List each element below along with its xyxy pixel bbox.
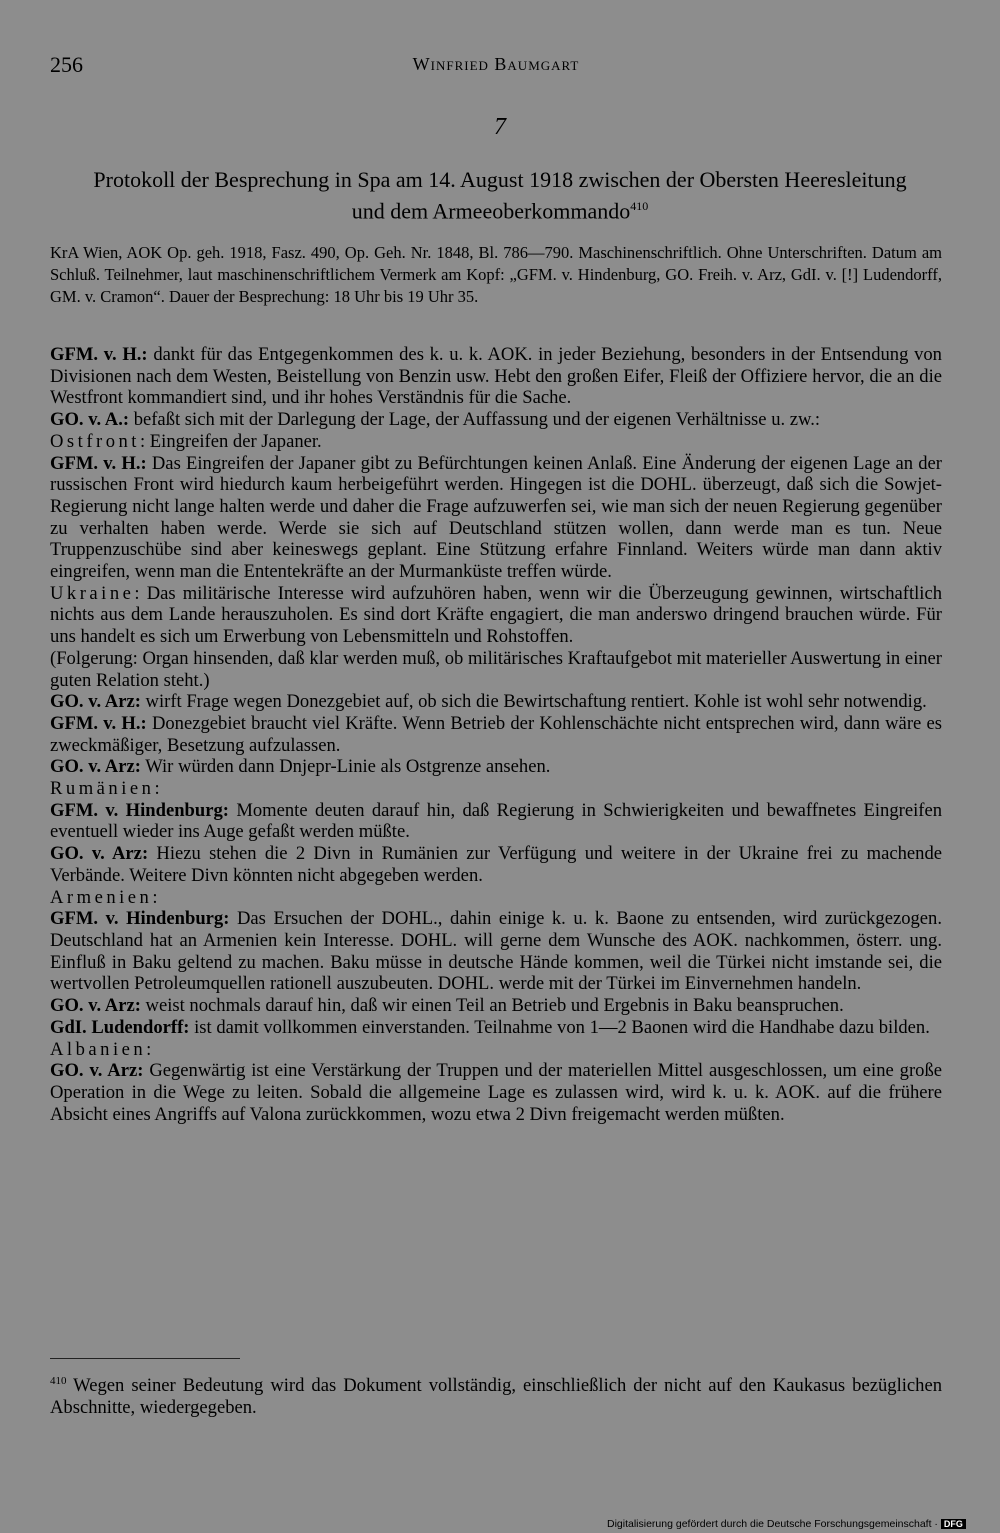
protocol-paragraph <box>50 800 942 843</box>
page-number: 256 <box>50 52 83 77</box>
digitization-credit <box>607 1518 997 1532</box>
protocol-paragraph <box>50 843 942 886</box>
section-heading: Ukraine <box>50 582 135 604</box>
paragraph-text: Das Eingreifen der Japaner gibt zu Befürchtungen keinen Anlaß. Eine Änderung der eigenen Lage an der russischen Front wird hiedurch kaum herbeigeführt werden. Hingegen ist die DOHL. überzeugt, daß sich die Sowjet-Regierung nicht lange halten werde und daher die Frage aufzuwerfen sei, wie man sich der neuen Regierung gegenüber zu verhalten haben werde. Werde sie sich auf Deutschland stützen wollen, dann werde man es tun. Neue Truppenzuschübe sind aber keineswegs geplant. Eine Stützung erfahre Finnland. Weiters würde man dann aktiv eingreifen, wenn man die Ententekräfte an der Murmanküste treffen würde. <box>50 452 942 583</box>
paragraph-text: Gegenwärtig ist eine Verstärkung der Truppen und der materiellen Mittel ausgeschlossen, um eine große Operation in die Wege zu leiten. Sobald die allgemeine Lage es zulassen wird, wird k. u. k. AOK. auf die frühere Absicht eines Angriffs auf Valona zurückkommen, wozu etwa 2 Divn freigemacht werden müßten. <box>50 1060 943 1125</box>
protocol-paragraph <box>50 344 942 409</box>
protocol-paragraph <box>50 1060 942 1125</box>
speaker-label: GO. v. Arz: <box>50 995 141 1017</box>
section-heading: Rumänien <box>50 778 155 800</box>
protocol-paragraph <box>50 409 942 431</box>
protocol-paragraph <box>50 778 942 800</box>
footnote-divider <box>50 1358 240 1359</box>
protocol-paragraph <box>50 713 942 756</box>
paragraph-text: : <box>152 886 158 908</box>
speaker-label: GFM. v. Hindenburg: <box>50 799 229 821</box>
section-heading: Ostfront <box>50 430 140 452</box>
speaker-label: GO. v. Arz: <box>50 843 149 865</box>
paragraph-text: : Das militärische Interesse wird aufzuhören haben, wenn wir die Überzeugung gewinnen, wirtschaftlich nichts aus dem Lande herauszuholen. Es sind dort Kräfte engagiert, die man anderswo dringend brauchen würde. Für uns handelt es sich um Erwerbung von Lebensmitteln und Rohstoffen. <box>50 582 942 648</box>
protocol-paragraph <box>50 648 942 691</box>
paragraph-text: Momente deuten darauf hin, daß Regierung in Schwierigkeiten und bewaffnetes Eingreifen eventuell wieder ins Auge gefaßt werden müßte. <box>50 799 943 843</box>
footnote-text: Wegen seiner Bedeutung wird das Dokument vollständig, einschließlich der nicht auf den Kaukasus bezüglichen Abschnitte, wiedergegeben. <box>50 1375 942 1419</box>
paragraph-text: : Eingreifen der Japaner. <box>139 430 322 452</box>
paragraph-text: Donezgebiet braucht viel Kräfte. Wenn Betrieb der Kohlenschächte nicht entsprechen wird, dann wäre es zweckmäßiger, Besetzung aufzulassen. <box>50 712 942 756</box>
credit-text: Digitalisierung gefördert durch die Deutsche Forschungsgemeinschaft · <box>607 1518 938 1530</box>
paragraph-text: Hiezu stehen die 2 Divn in Rumänien zur Verfügung und weitere in der Ukraine frei zu machende Verbände. Weitere Divn könnten nicht abgegeben werden. <box>50 843 943 886</box>
protocol-paragraph <box>50 583 942 648</box>
paragraph-text: weist nochmals darauf hin, daß wir einen Teil an Betrieb und Ergebnis in Baku beanspruchen. <box>140 995 844 1017</box>
document-title <box>90 166 910 224</box>
paragraph-text: dankt für das Entgegenkommen des k. u. k. AOK. in jeder Beziehung, besonders in der Entsendung von Divisionen nach dem Westen, Beistellung von Benzin usw. Hebt den großen Eifer, Fleiß der Offiziere hervor, die an die Westfront kommandiert sind, und ihr hohes Verständnis für die Sache. <box>50 344 942 409</box>
protocol-paragraph <box>50 887 942 909</box>
paragraph-text: ist damit vollkommen einverstanden. Teilnahme von 1—2 Baonen wird die Handhabe dazu bilden. <box>189 1016 930 1038</box>
footnote <box>50 1370 942 1419</box>
speaker-label: GFM. v. H.: <box>50 452 147 474</box>
paragraph-text: befaßt sich mit der Darlegung der Lage, der Auffassung und der eigenen Verhältnisse u. zw.: <box>129 409 821 431</box>
speaker-label: GO. v. Arz: <box>50 691 141 713</box>
speaker-label: GO. v. A.: <box>50 409 130 431</box>
speaker-label: GFM. v. Hindenburg: <box>50 908 230 930</box>
paragraph-text: : <box>154 778 160 800</box>
running-head: Winfried Baumgart <box>412 54 580 74</box>
speaker-label: GFM. v. H.: <box>50 344 148 365</box>
paragraph-text: Das Ersuchen der DOHL., dahin einige k. u. k. Baone zu entsenden, wird zurückgezogen. Deutschland hat an Armenien kein Interesse. DOHL. will gerne dem Wunsche des AOK. nachkommen, österr. ung. Einfluß in Baku geltend zu machen. Baku müsse in deutsche Hände kommen, weil die Türkei nicht imstande sei, die wertvollen Petroleumquellen rationell auszubeuten. DOHL. werde mit der Türkei im Einvernehmen handeln. <box>50 908 943 995</box>
document-body <box>50 344 942 1125</box>
page-header <box>50 52 942 86</box>
source-note: KrA Wien, AOK Op. geh. 1918, Fasz. 490, Op. Geh. Nr. 1848, Bl. 786—790. Maschinenschriftlich. Ohne Unterschriften. Datum am Schluß. Teilnehmer, laut maschinenschriftlichem Vermerk am Kopf: „GFM. v. Hindenburg, GO. Freih. v. Arz, GdI. v. [!] Ludendorff, GM. v. Cramon“. Dauer der Besprechung: 18 Uhr bis 19 Uhr 35. <box>50 243 942 306</box>
protocol-paragraph <box>50 431 942 453</box>
protocol-paragraph <box>50 1017 942 1039</box>
paragraph-text: : <box>146 1038 152 1060</box>
speaker-label: GdI. Ludendorff: <box>50 1016 190 1038</box>
protocol-paragraph <box>50 1039 942 1061</box>
protocol-paragraph <box>50 453 942 583</box>
speaker-label: GFM. v. H.: <box>50 712 147 734</box>
document-number: 7 <box>494 114 506 140</box>
paragraph-text: wirft Frage wegen Donezgebiet auf, ob sich die Bewirtschaftung rentiert. Kohle ist wohl sehr notwendig. <box>140 691 927 713</box>
footnote-number: 410 <box>50 1375 67 1387</box>
title-footnote-ref: 410 <box>630 199 649 213</box>
section-heading: Armenien <box>50 886 153 908</box>
protocol-paragraph <box>50 691 942 713</box>
paragraph-text: Wir würden dann Dnjepr-Linie als Ostgrenze ansehen. <box>140 756 551 778</box>
dfg-logo: DFG <box>941 1519 966 1529</box>
document-title-text: Protokoll der Besprechung in Spa am 14. August 1918 zwischen der Obersten Heeresleitung und dem Armeeoberkommando <box>93 167 907 224</box>
protocol-paragraph <box>50 995 942 1017</box>
protocol-paragraph <box>50 908 942 995</box>
protocol-paragraph <box>50 756 942 778</box>
section-heading: Albanien <box>50 1038 147 1060</box>
speaker-label: GO. v. Arz: <box>50 1060 144 1082</box>
speaker-label: GO. v. Arz: <box>50 756 141 778</box>
paragraph-text: (Folgerung: Organ hinsenden, daß klar werden muß, ob militärisches Kraftaufgebot mit materieller Auswertung in einer guten Relation steht.) <box>50 647 942 691</box>
